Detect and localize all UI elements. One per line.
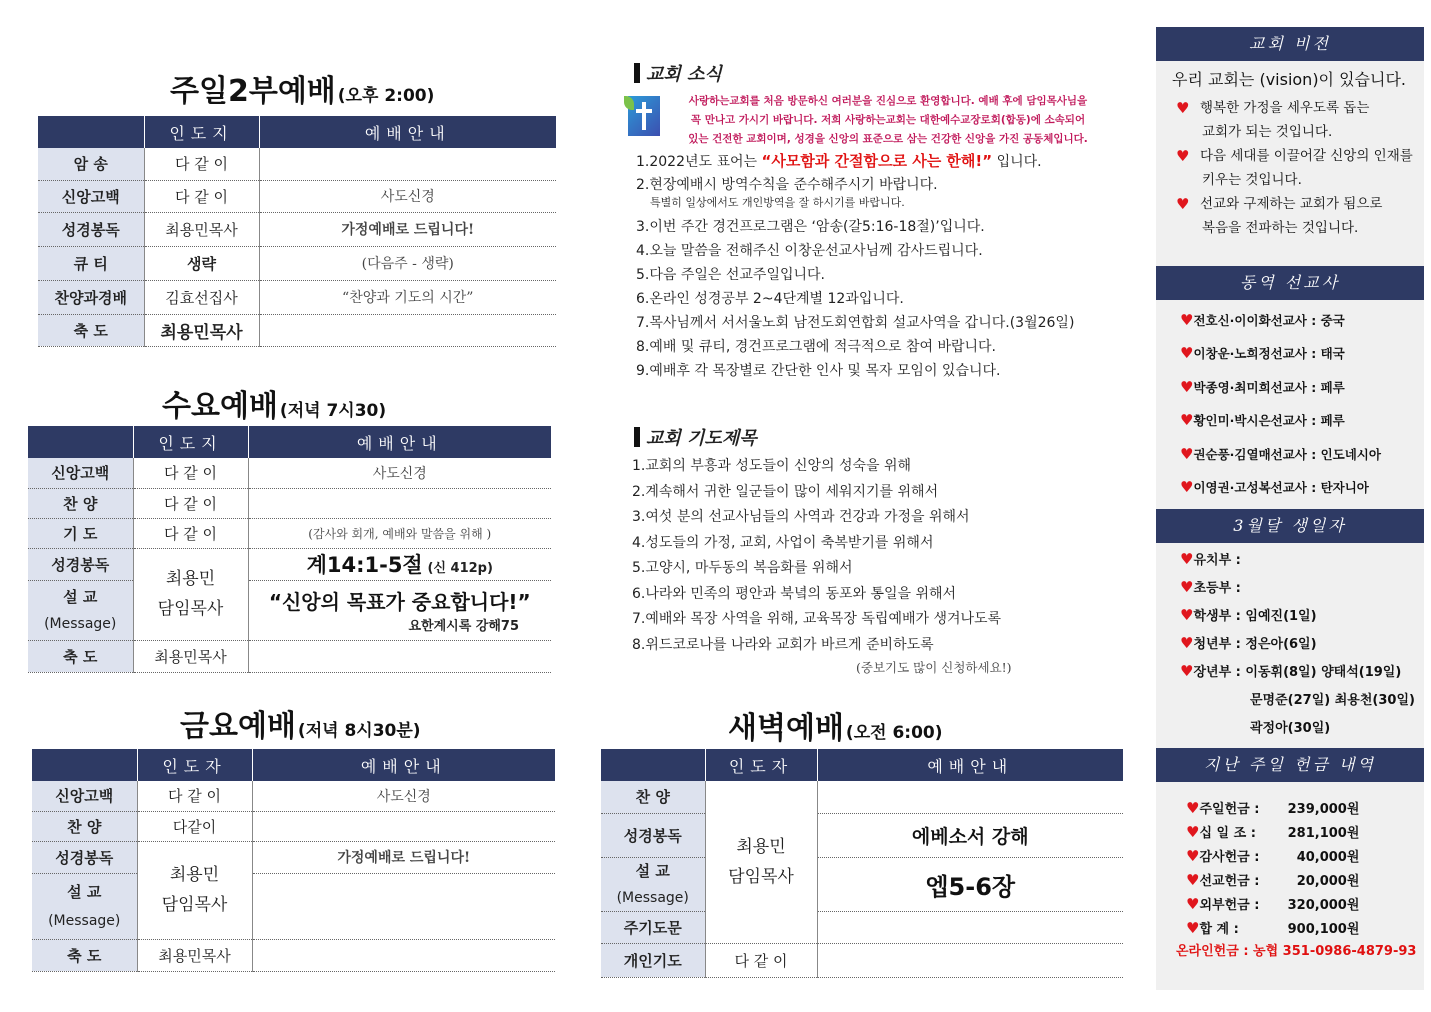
- heart-icon: ♥: [1186, 918, 1200, 937]
- preacher-cell: [137, 841, 252, 939]
- row-label: 성경봉독: [38, 212, 144, 246]
- row-label: 성경봉독: [601, 813, 705, 857]
- row-desc: 사도신경: [248, 458, 551, 488]
- vision-item: ♥ 다음 세대를 이끌어갈 신앙의 인재를 키우는 것입니다.: [1174, 144, 1413, 192]
- row-desc: [259, 314, 556, 346]
- row-label: 찬 양: [32, 811, 137, 841]
- sermon-label: 설 교: [635, 861, 670, 880]
- row-leader: 김효선집사: [144, 280, 259, 314]
- row-desc: [259, 148, 556, 180]
- col-header-leader: 인도지: [133, 426, 248, 458]
- online-offering: 온라인헌금 : 농협 351-0986-4879-93: [1176, 944, 1417, 959]
- heart-icon: ♥: [1180, 477, 1194, 496]
- offering-row: ♥합 계 : 900,100원: [1186, 915, 1359, 939]
- prayer-list: [632, 454, 1001, 658]
- news-item: 7.목사님께서 서서울노회 남전도회연합회 설교사역을 갑니다.(3월26일): [636, 315, 1075, 331]
- offering-row: ♥주일헌금 : 239,000원: [1186, 795, 1359, 819]
- missionary-item: ♥이영권·고성복선교사 : 탄자니아: [1180, 477, 1369, 496]
- row-label: 찬 양: [601, 781, 705, 813]
- col-header: [28, 426, 133, 458]
- row-leader: 다 같 이: [144, 148, 259, 180]
- missionary-item: ♥박종영·최미희선교사 : 페루: [1180, 377, 1345, 396]
- bless-leader: 최용민목사: [137, 939, 252, 971]
- heart-icon: ♥: [1180, 550, 1194, 568]
- sermon-cell: [248, 580, 551, 640]
- sermon-label: 설 교: [67, 882, 102, 901]
- preacher-title: 담임목사: [728, 866, 794, 887]
- news-intro: [668, 92, 1108, 149]
- sermon-label-en: (Message): [44, 615, 117, 632]
- empty-cell: [248, 640, 551, 672]
- birthdays-list: [1180, 548, 1415, 744]
- wednesday-table: [28, 426, 551, 673]
- prayer-item: 5.고양시, 마두동의 복음화를 위해서: [632, 560, 853, 576]
- news-item: 5.다음 주일은 선교주일입니다.: [636, 267, 825, 283]
- cross-icon: [628, 96, 660, 136]
- heart-icon: ♥: [1180, 578, 1194, 596]
- empty-cell: [817, 781, 1123, 813]
- vision-heading: 교회 비전: [1156, 27, 1424, 61]
- prayer-heading: 교회 기도제목: [634, 424, 757, 450]
- sermon-label-cell: [601, 857, 705, 911]
- heart-icon: ♥: [1186, 798, 1200, 817]
- empty-cell: [817, 943, 1123, 977]
- row-desc: (감사와 회개, 예배와 말씀을 위해 ): [248, 518, 551, 548]
- offering-heading: 지난 주일 헌금 내역: [1156, 748, 1424, 782]
- row-label: 기 도: [28, 518, 133, 548]
- offering-table: [1186, 795, 1359, 939]
- sermon-label-en: (Message): [48, 912, 121, 929]
- birthday-item: ♥장년부 : 이동휘(8일) 양태석(19일) 문명준(27일) 최용천(30일) 곽정아(30일): [1180, 660, 1415, 744]
- row-leader: 최용민목사: [144, 212, 259, 246]
- friday-table: [32, 749, 555, 972]
- empty-cell: [817, 911, 1123, 943]
- preacher-cell: [133, 548, 248, 640]
- prayer-item: 4.성도들의 가정, 교회, 사업이 축복받기를 위해서: [632, 534, 934, 551]
- row-leader: 최용민목사: [144, 314, 259, 346]
- row-leader: 생략: [144, 246, 259, 280]
- heart-icon: ♥: [1180, 662, 1194, 680]
- sunday-table: [38, 116, 556, 347]
- row-label: 신앙고백: [32, 781, 137, 811]
- col-header-leader: 인도자: [705, 749, 817, 781]
- preacher-name: 최용민: [165, 569, 216, 589]
- prayer-item: 6.나라와 민족의 평안과 북녘의 동포와 통일을 위해서: [632, 585, 957, 602]
- intro-line: 사랑하는교회를 처음 방문하신 여러분을 진심으로 환영합니다. 예배 후에 담임목사님을: [688, 95, 1088, 107]
- preacher-name: 최용민: [169, 865, 220, 885]
- offering-row: ♥외부헌금 : 320,000원: [1186, 891, 1359, 915]
- bless-label: 축 도: [28, 640, 133, 672]
- row-desc: [252, 811, 555, 841]
- birthday-cont: 곽정아(30일): [1250, 721, 1331, 736]
- dawn-series: 에베소서 강해: [817, 813, 1123, 857]
- missionary-item: ♥이창운·노희정선교사 : 태국: [1180, 344, 1345, 363]
- row-label: 찬 양: [28, 488, 133, 518]
- news-item: 3.이번 주간 경건프로그램은 ‘암송(갈5:16-18절)’입니다.: [636, 219, 985, 235]
- prayer-item: 7.예배와 목장 사역을 위해, 교육목장 독립예배가 생겨나도록: [632, 611, 1002, 627]
- prayer-item: 2.계속해서 귀한 일군들이 많이 세워지기를 위해서: [632, 483, 939, 500]
- heart-icon: ♥: [1180, 411, 1194, 430]
- news-item: 6.온라인 성경공부 2~4단계별 12과입니다.: [636, 291, 904, 307]
- heart-icon: ♥: [1180, 444, 1194, 463]
- reading-cell: [248, 548, 551, 580]
- row-desc: [248, 488, 551, 518]
- birthday-item: ♥학생부 : 임예진(1일): [1180, 606, 1317, 624]
- heart-icon: ♥: [1186, 870, 1200, 889]
- offering-row: ♥선교헌금 : 20,000원: [1186, 867, 1359, 891]
- reading-label: 성경봉독: [32, 841, 137, 873]
- sermon-title: “신앙의 목표가 중요합니다!”: [268, 590, 531, 614]
- personal-leader: 다 같 이: [705, 943, 817, 977]
- row-label: 암 송: [38, 148, 144, 180]
- heart-icon: ♥: [1186, 822, 1200, 841]
- sermon-series: 요한계시록 강해75: [408, 619, 519, 634]
- heart-icon: ♥: [1180, 634, 1194, 652]
- row-label: 주기도문: [601, 911, 705, 943]
- row-leader: 다 같 이: [133, 458, 248, 488]
- news-item: 2.현장예배시 방역수칙을 준수해주시기 바랍니다.: [636, 177, 938, 193]
- col-header: [38, 116, 144, 148]
- sermon-label: 설 교: [63, 587, 98, 606]
- bless-leader: 최용민목사: [133, 640, 248, 672]
- vision-list: [1174, 96, 1413, 240]
- birthday-cont: 문명준(27일) 최용천(30일): [1250, 693, 1415, 708]
- news-item: 4.오늘 말씀을 전해주신 이창운선교사님께 감사드립니다.: [636, 243, 983, 259]
- news-item: 8.예배 및 큐티, 경건프로그램에 적극적으로 참여 바랍니다.: [636, 339, 997, 355]
- prayer-item: 1.교회의 부흥과 성도들이 신앙의 성숙을 위해: [632, 458, 912, 474]
- row-desc: 사도신경: [252, 781, 555, 811]
- heart-icon: ♥: [1186, 894, 1200, 913]
- offering-amount: 320,000원: [1287, 897, 1360, 913]
- heart-icon: ♥: [1176, 99, 1190, 117]
- heart-icon: ♥: [1180, 377, 1194, 396]
- birthdays-heading: 3월달 생일자: [1156, 509, 1424, 543]
- preacher-name: 최용민: [736, 836, 786, 857]
- col-header: [601, 749, 705, 781]
- reading-label: 성경봉독: [28, 548, 133, 580]
- vision-item: ♥ 행복한 가정을 세우도록 돕는 교회가 되는 것입니다.: [1174, 96, 1413, 144]
- vision-intro: 우리 교회는 (vision)이 있습니다.: [1172, 70, 1407, 89]
- col-header-guide: 예배안내: [248, 426, 551, 458]
- heart-icon: ♥: [1176, 147, 1190, 165]
- birthday-item: ♥초등부 :: [1180, 578, 1241, 596]
- row-leader: 다 같 이: [133, 488, 248, 518]
- friday-title: 금요예배 (저녁 8시30분): [180, 709, 421, 744]
- sermon-label-en: (Message): [616, 889, 689, 906]
- missionary-item: ♥전호신·이이화선교사 : 중국: [1180, 311, 1345, 329]
- missionaries-list: [1180, 310, 1381, 510]
- row-label: 큐 티: [38, 246, 144, 280]
- empty-cell: [252, 939, 555, 971]
- row-desc: 사도신경: [259, 180, 556, 212]
- heart-icon: ♥: [1180, 344, 1194, 363]
- missionary-item: ♥황인미·박시은선교사 : 페루: [1180, 411, 1345, 430]
- row-leader: 다같이: [137, 811, 252, 841]
- col-header: [32, 749, 137, 781]
- missionaries-heading: 동역 선교사: [1156, 266, 1424, 300]
- preacher-title: 담임목사: [157, 599, 224, 619]
- row-label: 축 도: [38, 314, 144, 346]
- row-label: 찬양과경배: [38, 280, 144, 314]
- news-item: 1.2022년도 표어는 “사모함과 간절함으로 사는 한해!” 입니다.: [636, 152, 1042, 170]
- row-desc: 가정예배로 드립니다!: [259, 212, 556, 246]
- reading-hymn: (신 412p): [427, 561, 493, 576]
- col-header-guide: 예배안내: [252, 749, 555, 781]
- birthday-item: ♥유치부 :: [1180, 550, 1241, 568]
- prayer-item: 3.여섯 분의 선교사님들의 사역과 건강과 가정을 위해서: [632, 509, 970, 525]
- intro-line: 있는 건전한 교회이며, 성경을 신앙의 표준으로 삼는 건강한 신앙을 가진 공동체입니다.: [688, 133, 1088, 145]
- news-item: 9.예배후 각 목장별로 간단한 인사 및 목자 모임이 있습니다.: [636, 363, 1001, 379]
- offering-amount: 40,000원: [1296, 849, 1360, 865]
- sermon-label-cell: [28, 580, 133, 640]
- dawn-table: [601, 749, 1123, 978]
- heart-icon: ♥: [1176, 195, 1190, 213]
- news-heading: 교회 소식: [634, 60, 722, 86]
- bless-label: 축 도: [32, 939, 137, 971]
- row-label: 개인기도: [601, 943, 705, 977]
- sermon-label-cell: [32, 873, 137, 939]
- sunday-title: 주일2부예배 (오후 2:00): [170, 74, 435, 109]
- reading-passage: 계14:1-5절: [306, 553, 423, 577]
- prayer-item: 8.위드코로나를 나라와 교회가 바르게 준비하도록: [632, 636, 934, 653]
- heart-icon: ♥: [1180, 606, 1194, 624]
- col-header-leader: 인도지: [144, 116, 259, 148]
- intro-line: 꼭 만나고 가시기 바랍니다. 저희 사랑하는교회는 대한예수교장로회(합동)에 소속되어: [690, 114, 1086, 126]
- col-header-guide: 예배안내: [817, 749, 1123, 781]
- offering-amount: 900,100원: [1287, 921, 1360, 937]
- news-note: 특별히 일상에서도 개인방역을 잘 하시기를 바랍니다.: [650, 196, 905, 209]
- wednesday-title: 수요예배 (저녁 7시30): [162, 389, 387, 424]
- row-leader: 다 같 이: [133, 518, 248, 548]
- row-label: 신앙고백: [38, 180, 144, 212]
- motto: “사모함과 간절함으로 사는 한해!”: [761, 152, 993, 170]
- dawn-passage: 엡5-6장: [817, 857, 1123, 911]
- bullet-bar: [634, 63, 640, 83]
- heart-icon: ♥: [1180, 311, 1194, 329]
- offering-amount: 239,000원: [1287, 801, 1360, 817]
- vision-item: ♥ 선교와 구제하는 교회가 됨으로 복음을 전파하는 것입니다.: [1174, 192, 1413, 240]
- prayer-note: (중보기도 많이 신청하세요!): [856, 660, 1012, 675]
- col-header-guide: 예배안내: [259, 116, 556, 148]
- row-leader: 다 같 이: [137, 781, 252, 811]
- row-desc: “찬양과 기도의 시간”: [259, 280, 556, 314]
- heart-icon: ♥: [1186, 846, 1200, 865]
- birthday-item: ♥청년부 : 정은아(6일): [1180, 634, 1317, 652]
- row-desc: (다음주 - 생략): [259, 246, 556, 280]
- offering-row: ♥십 일 조 : 281,100원: [1186, 819, 1359, 843]
- dawn-title: 새벽예배 (오전 6:00): [728, 711, 943, 746]
- missionary-item: ♥권순풍·김열매선교사 : 인도네시아: [1180, 444, 1381, 463]
- bullet-bar: [634, 427, 640, 447]
- notice: 가정예배로 드립니다!: [252, 841, 555, 873]
- preacher-title: 담임목사: [161, 895, 228, 915]
- row-leader: 다 같 이: [144, 180, 259, 212]
- row-label: 신앙고백: [28, 458, 133, 488]
- preacher-cell: [705, 781, 817, 943]
- news-list: [636, 150, 1074, 384]
- offering-amount: 281,100원: [1287, 825, 1360, 841]
- offering-row: ♥감사헌금 : 40,000원: [1186, 843, 1359, 867]
- col-header-leader: 인도자: [137, 749, 252, 781]
- offering-amount: 20,000원: [1296, 873, 1360, 889]
- empty-cell: [252, 873, 555, 939]
